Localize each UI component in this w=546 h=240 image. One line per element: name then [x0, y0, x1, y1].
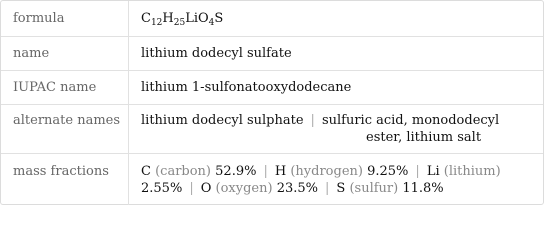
mass-symbol: O [200, 181, 212, 196]
value-name: lithium dodecyl sulfate [141, 46, 292, 61]
row-iupac-name [1, 70, 543, 104]
alternate-name-2-cont: ester, lithium salt [366, 130, 482, 145]
formula-subscript: 12 [150, 18, 163, 28]
row-alternate-names [1, 104, 543, 153]
mass-value: 9.25% [367, 164, 409, 179]
label-alternate-text: alternate names [13, 113, 121, 128]
value-alternate [141, 112, 535, 146]
mass-symbol: C [141, 164, 151, 179]
separator: | [325, 181, 330, 196]
mass-symbol: S [336, 181, 346, 196]
mass-value: 2.55% [141, 181, 183, 196]
label-name [1, 37, 129, 70]
row-mass-fractions [1, 153, 543, 205]
row-name [1, 36, 543, 70]
formula-part: LiO [185, 11, 209, 26]
mass-value: 11.8% [402, 181, 444, 196]
mass-element: (hydrogen) [290, 164, 363, 179]
alternate-name-2: sulfuric acid, monododecyl [321, 113, 500, 128]
row-formula [1, 1, 543, 36]
label-mass [1, 154, 129, 205]
formula-part: S [214, 11, 224, 26]
label-alternate [1, 105, 129, 153]
mass-element: (lithium) [443, 164, 501, 179]
formula-part: H [162, 11, 174, 26]
label-iupac-text: IUPAC name [13, 80, 97, 95]
separator: | [263, 164, 268, 179]
mass-element: (carbon) [155, 164, 212, 179]
value-iupac: lithium 1-sulfonatooxydodecane [141, 80, 352, 95]
separator: | [310, 113, 315, 128]
formula-subscript: 25 [173, 18, 186, 28]
formula-subscript: 4 [208, 18, 215, 28]
separator: | [189, 181, 194, 196]
mass-value: 52.9% [215, 164, 257, 179]
value-formula [141, 10, 535, 27]
label-formula [1, 1, 129, 36]
alternate-name-1: lithium dodecyl sulphate [141, 113, 304, 128]
value-mass [141, 163, 535, 197]
formula-part: C [141, 11, 151, 26]
label-name-text: name [13, 46, 50, 61]
label-formula-text: formula [13, 11, 65, 26]
mass-symbol: H [274, 164, 287, 179]
separator: | [415, 164, 420, 179]
mass-value: 23.5% [276, 181, 319, 196]
mass-symbol: Li [426, 164, 440, 179]
mass-element: (oxygen) [215, 181, 273, 196]
mass-element: (sulfur) [349, 181, 399, 196]
label-iupac [1, 71, 129, 104]
label-mass-text: mass fractions [13, 164, 109, 179]
